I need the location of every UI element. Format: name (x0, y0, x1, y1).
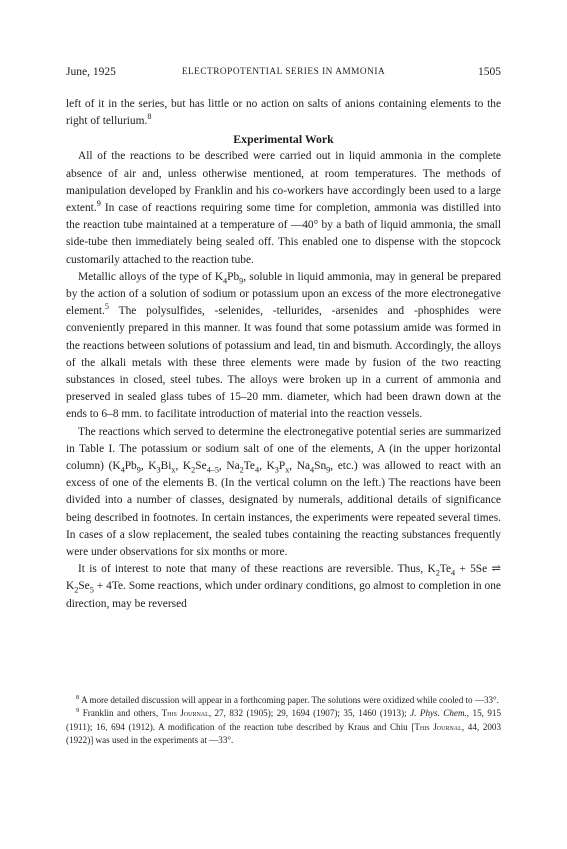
footnote-8: $^8$ A more detailed discussion will appear in a forthcoming paper. The solutions were oxidized while cooled to —33°. (76, 693, 499, 705)
paragraph-reversible: It is of interest to note that many of these reactions are reversible. Thus, $K_2Te_4 + 5Se$ ⇌ $K_2Se_5 + 4Te$. Some reactions, which under ordinary conditions, go almost to completion in one direction, may be reversed (66, 563, 501, 610)
footnote-9: $^9$ Franklin and others, This Journal, 27, 832 (1905); 29, 1694 (1907); 35, 1460 (1913); J. Phys. Chem., 15, 915 (1911); 16, 694 (1912). A modification of the reaction tube described by Kraus and Chiu [This Journal, 44, 2003 (1922)] was used in the experiments at —33°. (66, 707, 502, 745)
footnote-ref-9: 9 (96, 199, 101, 209)
paragraph-alloys: Metallic alloys of the type of $K_4Pb_9$, soluble in liquid ammonia, may in general be prepared by the action of a solution of sodium or potassium upon an excess of the more electronegative element.$^5$ The polysulfides, -selenides, -tellurides, -arsenides and -phosphides were conveniently prepared in this manner. It was found that some potassium amide was formed in the reactions between solutions of potassium and lead, tin and bismuth. Accordingly, the alloys of the alkali metals with these three elements were made by fusion of the two reacting substances in closed, steel tubes. The alloys were broken up in a current of ammonia and preserved in sealed glass tubes of 15–20 mm. diameter, which had been drawn down at the ends to 6–8 mm. to facilitate introduction of material into the reaction vessels. (66, 270, 501, 421)
header-page-number: 1505 (478, 66, 501, 78)
section-heading: Experimental Work (233, 132, 334, 147)
journal-abbrev: J. Phys. Chem. (410, 708, 467, 719)
paragraph-continuation: left of it in the series, but has little or no action on salts of anions containing elements to the right of tellurium.$^8$ (66, 98, 501, 128)
main-text (66, 96, 501, 613)
footnotes (66, 694, 501, 747)
journal-name-2: This Journal (414, 721, 462, 732)
journal-name: This Journal (161, 708, 209, 719)
paragraph-reactions: The reactions which served to determine the electronegative potential series are summarized in Table I. The potassium or sodium salt of one of the elements, A (in the upper horizontal column) ($K_4Pb_9$, $K_3Bi_x$, $K_2Se_{4-5}$, $Na_2Te_4$, $K_3P_x$, $Na_4Sn_9$, etc.) was allowed to react with an excess of one of the elements B. (In the vertical column on the left.) The reactions have been divided into a number of classes, designated by numerals, additional details of significance being described in footnotes. In certain instances, the experiments were repeated several times. In cases of a slow replacement, the sealed tubes containing the reacting substances frequently were under observations for six months or more. (66, 425, 502, 559)
paragraph-methods: All of the reactions to be described were carried out in liquid ammonia in the complete absence of air and, unless otherwise mentioned, at room temperatures. The methods of manipulation developed by Franklin and his co-workers have accordingly been used to a large extent.$^9$ In case of reactions requiring some time for completion, ammonia was distilled into the reaction tube maintained at a temperature of —40° by a bath of liquid ammonia, the small side-tube then immediately being sealed off. This enabled one to dispense with the stopcock customarily attached to the reaction tube. (66, 150, 501, 266)
footnote-ref-5: 5 (104, 302, 109, 312)
running-header (66, 66, 501, 82)
header-date: June, 1925 (66, 66, 116, 78)
header-running-title: ELECTROPOTENTIAL SERIES IN AMMONIA (181, 67, 386, 77)
footnote-ref-8: 8 (147, 112, 152, 122)
